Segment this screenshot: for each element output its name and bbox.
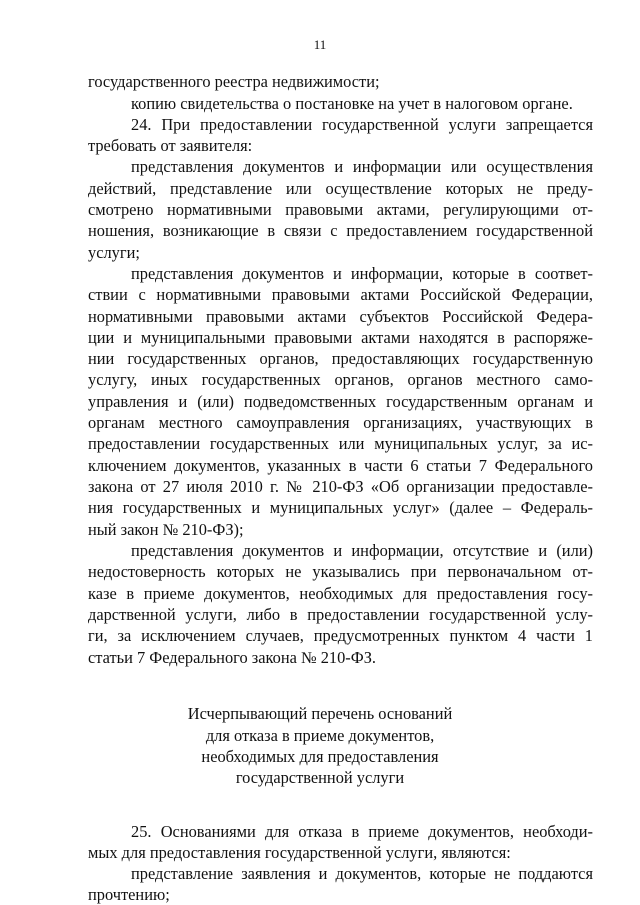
- text-line: ключением документов, указанных в части 6 статьи 7 Федерального: [88, 456, 593, 475]
- text-line: дарственной услуги, либо в предоставлении государственной услу-: [88, 605, 593, 624]
- section-heading-line: государственной услуги: [235, 768, 405, 787]
- page-number: 11: [313, 37, 327, 52]
- text-line: государственного реестра недвижимости;: [88, 72, 380, 91]
- text-line: управления и (или) подведомственных государственным органам и: [88, 392, 593, 411]
- text-line: ции и муниципальными правовыми актами находятся в распоряже-: [88, 328, 593, 347]
- text-line: ношения, возникающие в связи с предоставлением государственной: [88, 221, 593, 240]
- text-line: ствии с нормативными правовыми актами Российской Федерации,: [88, 285, 593, 304]
- text-line: недостоверность которых не указывались при первоначальном от-: [88, 562, 593, 581]
- text-line: статьи 7 Федерального закона № 210-ФЗ.: [88, 648, 377, 667]
- text-line: услугу, иных государственных органов, органов местного само-: [88, 370, 593, 389]
- section-heading-line: необходимых для предоставления: [201, 747, 439, 766]
- text-line: услуги;: [88, 243, 140, 262]
- text-line: закона от 27 июля 2010 г. № 210-ФЗ «Об организации предоставле-: [88, 477, 593, 496]
- text-line: действий, представление или осуществление которых не преду-: [88, 179, 593, 198]
- text-line: ный закон № 210-ФЗ);: [88, 520, 244, 539]
- text-line: требовать от заявителя:: [88, 136, 253, 155]
- text-line: ги, за исключением случаев, предусмотренных пунктом 4 части 1: [88, 626, 593, 645]
- text-line: предоставлении государственных или муниципальных услуг, за ис-: [88, 434, 593, 453]
- text-line: смотрено нормативными правовыми актами, регулирующими от-: [88, 200, 593, 219]
- section-heading-line: Исчерпывающий перечень оснований: [187, 704, 453, 723]
- text-line: ния государственных и муниципальных услуг» (далее – Федераль-: [88, 498, 593, 517]
- text-line: представления документов и информации, отсутствие и (или): [131, 541, 593, 560]
- text-line: представления документов и информации или осуществления: [131, 157, 593, 176]
- text-line: нормативными правовыми актами субъектов Российской Федера-: [88, 307, 593, 326]
- text-line: прочтению;: [88, 885, 170, 904]
- text-line: 24. При предоставлении государственной услуги запрещается: [131, 115, 593, 134]
- text-line: мых для предоставления государственной услуги, являются:: [88, 843, 511, 862]
- text-line: представление заявления и документов, которые не поддаются: [131, 864, 593, 883]
- text-line: нии государственных органов, предоставляющих государственную: [88, 349, 593, 368]
- section-heading-line: для отказа в приеме документов,: [205, 726, 435, 745]
- text-line: органам местного самоуправления организациях, участвующих в: [88, 413, 593, 432]
- text-line: 25. Основаниями для отказа в приеме документов, необходи-: [131, 822, 593, 841]
- text-line: копию свидетельства о постановке на учет в налоговом органе.: [131, 94, 573, 113]
- text-line: представления документов и информации, которые в соответ-: [131, 264, 593, 283]
- text-line: казе в приеме документов, необходимых для предоставления госу-: [88, 584, 593, 603]
